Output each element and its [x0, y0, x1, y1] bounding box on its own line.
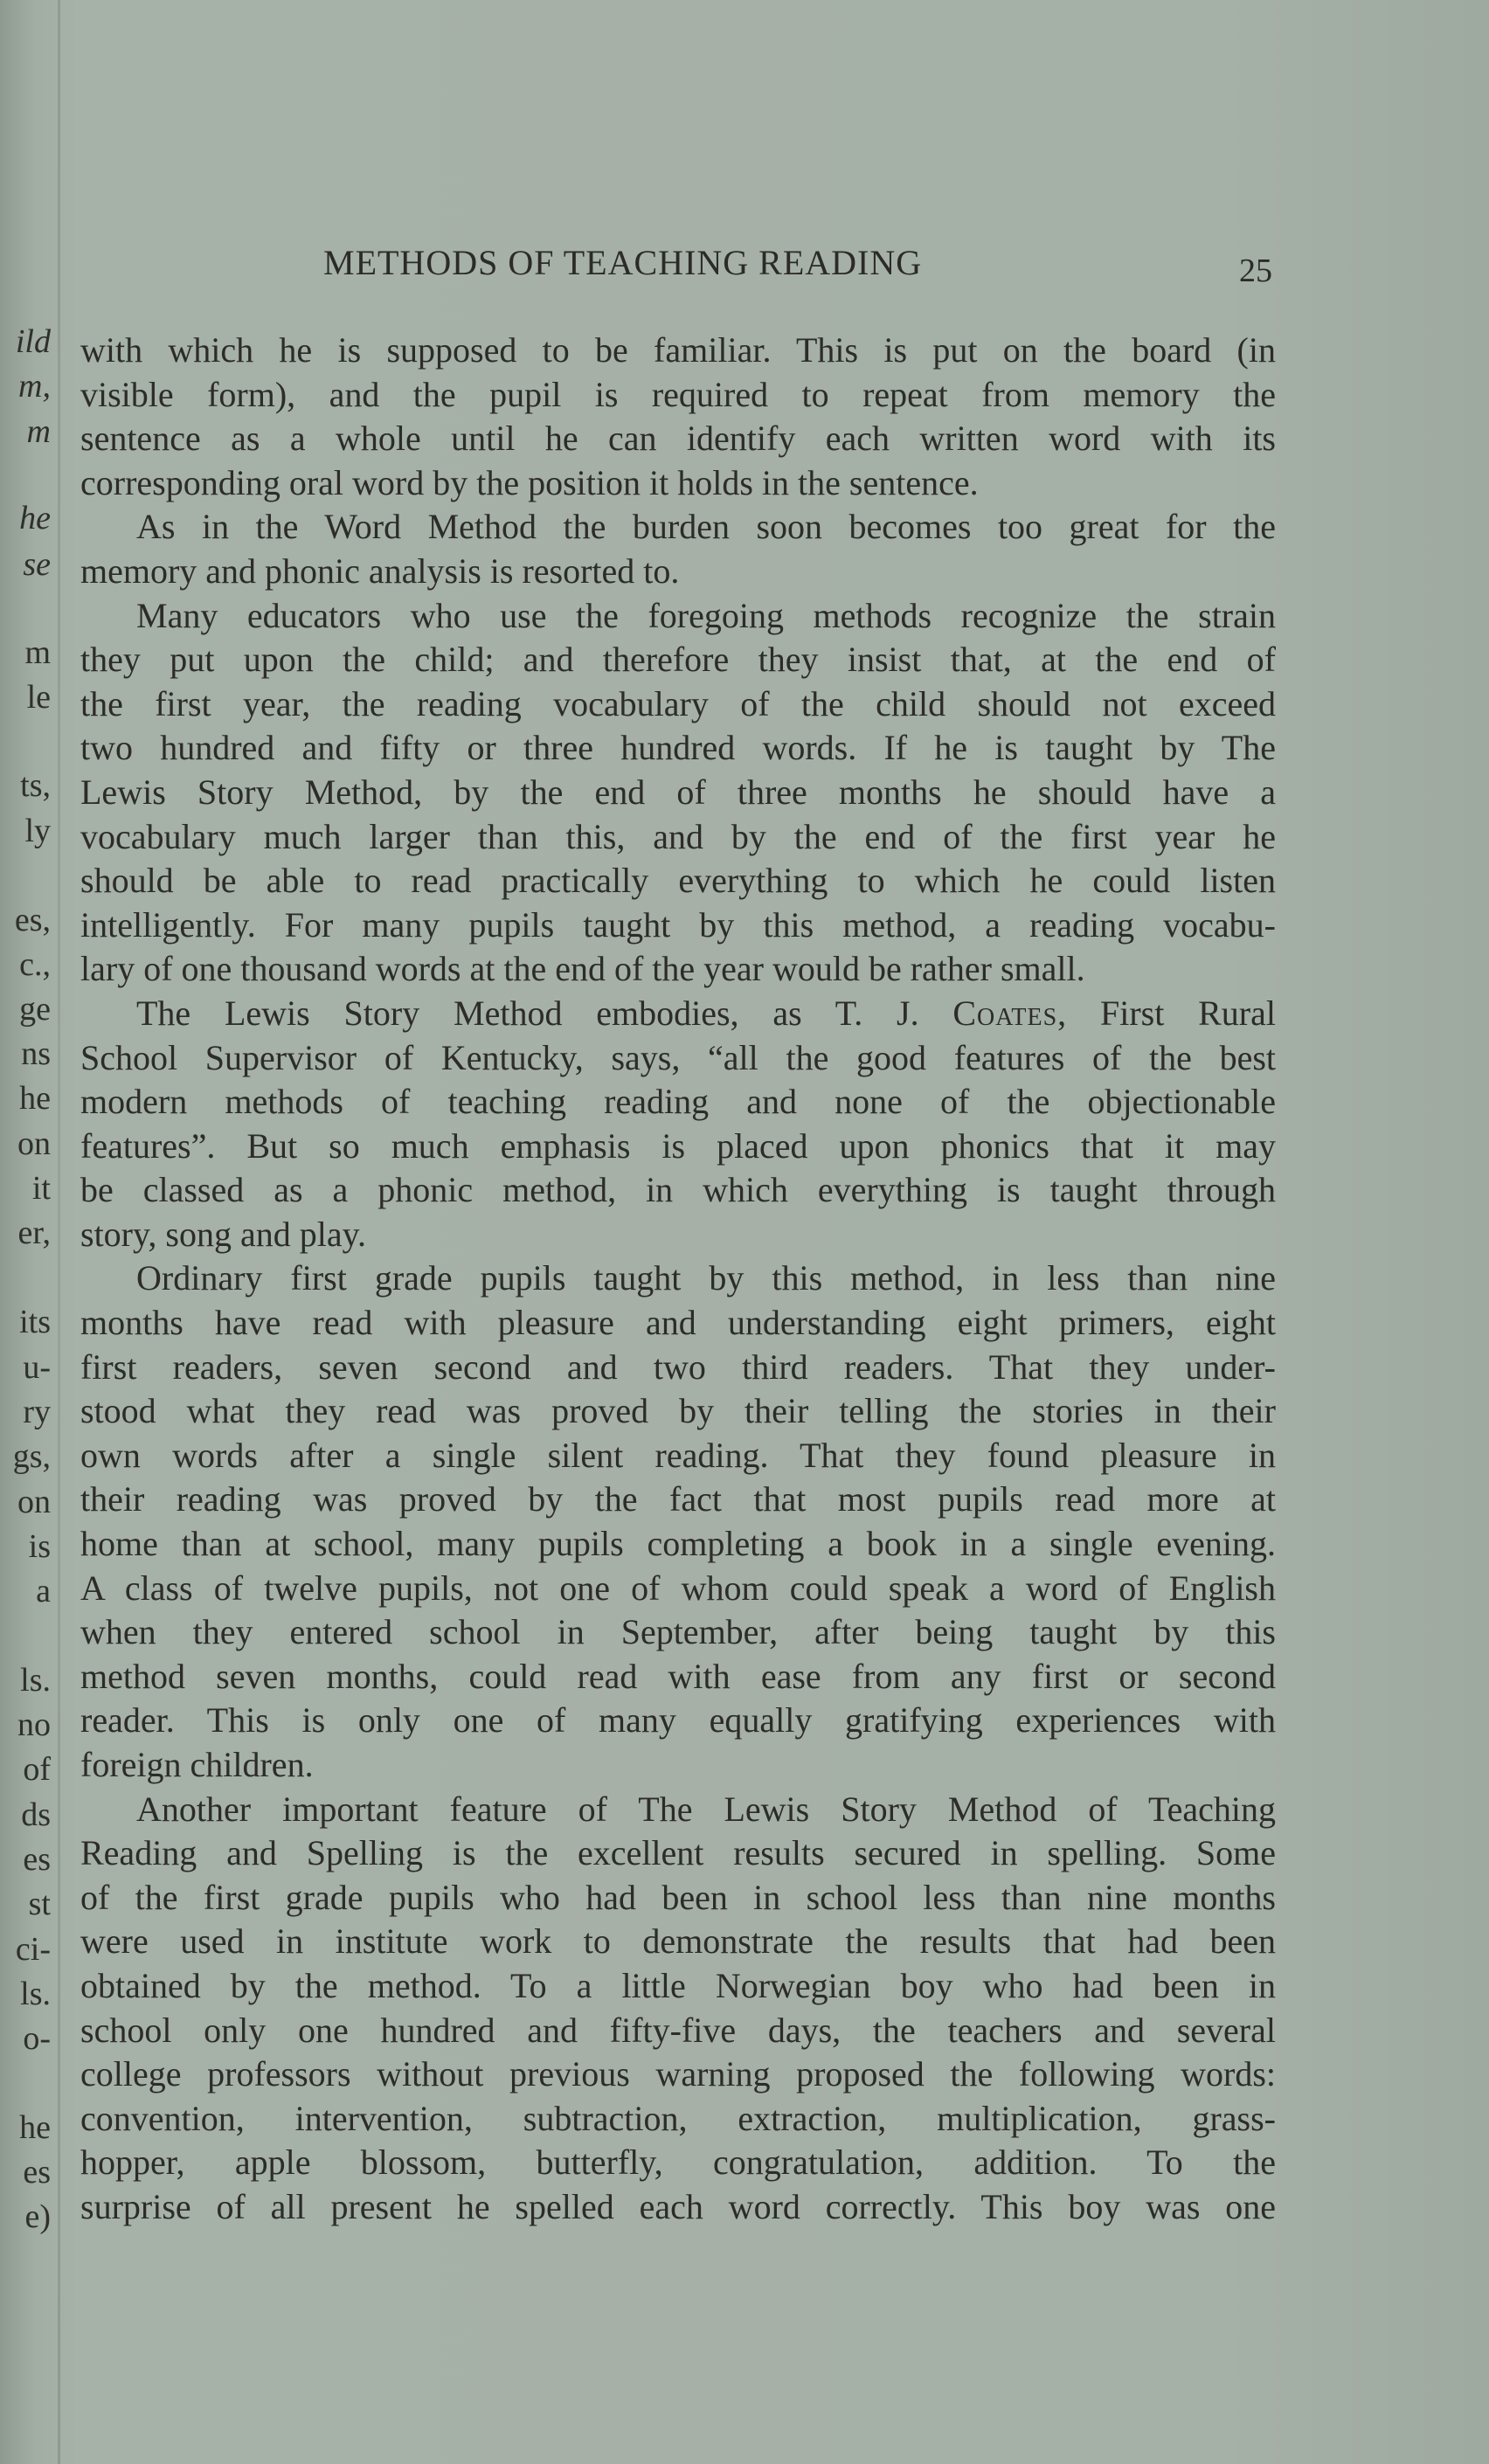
margin-fragment: ds — [21, 1796, 51, 1833]
margin-fragment: ild — [15, 323, 51, 360]
text-line: should be able to read practically everything to which he could listen — [80, 861, 1276, 901]
margin-fragment: m, — [18, 368, 51, 405]
text-line: their reading was proved by the fact that most pupils read more at — [80, 1479, 1276, 1519]
text-line: Another important feature of The Lewis Story Method of Teaching — [136, 1789, 1276, 1829]
text-line: the first year, the reading vocabulary of the child should not exceed — [80, 683, 1276, 723]
text-line: they put upon the child; and therefore they insist that, at the end of — [80, 640, 1276, 680]
text-line: Many educators who use the foregoing methods recognize the strain — [136, 595, 1276, 635]
page-number: 25 — [1239, 253, 1272, 289]
paragraph — [80, 594, 1276, 992]
text-line: visible form), and the pupil is required to repeat from memory the — [80, 374, 1276, 414]
text-line: vocabulary much larger than this, and by the end of the first year he — [80, 816, 1276, 856]
margin-fragment: m — [26, 413, 51, 450]
text-line: first readers, seven second and two third readers. That they under- — [80, 1346, 1276, 1387]
text-line: Ordinary first grade pupils taught by this method, in less than nine — [136, 1258, 1276, 1298]
text-line: convention, intervention, subtraction, extraction, multiplication, grass- — [80, 2098, 1276, 2138]
margin-fragment: ts, — [20, 767, 51, 804]
margin-fragment: on — [17, 1125, 51, 1162]
margin-fragment: he — [19, 500, 51, 536]
text-line: reader. This is only one of many equally gratifying experiences with — [80, 1700, 1276, 1741]
text-line: A class of twelve pupils, not one of whom could speak a word of English — [80, 1568, 1276, 1608]
margin-fragment: no — [17, 1706, 51, 1743]
margin-fragment: on — [17, 1484, 51, 1520]
text-line: of the first grade pupils who had been in school less than nine months — [80, 1877, 1276, 1917]
margin-fragment: it — [31, 1170, 51, 1207]
text-line: Lewis Story Method, by the end of three months he should have a — [80, 772, 1276, 812]
margin-fragment: le — [26, 679, 51, 716]
paragraph — [80, 505, 1276, 593]
text-line: modern methods of teaching reading and none of the objectionable — [80, 1082, 1276, 1122]
paragraph — [80, 1788, 1276, 2230]
text-line: own words after a single silent reading. That they found pleasure in — [80, 1435, 1276, 1475]
facing-page-fragments — [0, 0, 54, 2464]
margin-fragment: es — [23, 1841, 51, 1878]
margin-fragment: ci- — [15, 1931, 51, 1968]
text-line: story, song and play. — [80, 1214, 366, 1254]
margin-fragment: es — [23, 2154, 51, 2191]
text-line: months have read with pleasure and understanding eight primers, eight — [80, 1303, 1276, 1343]
text-line: sentence as a whole until he can identify each written word with its — [80, 419, 1276, 459]
text-run: , First Rural — [1057, 993, 1276, 1033]
paragraph — [80, 329, 1276, 505]
paragraph — [80, 992, 1276, 1257]
running-head: METHODS OF TEACHING READING — [323, 243, 923, 282]
margin-fragment: u- — [23, 1349, 51, 1386]
text-line: school only one hundred and fifty-five days, the teachers and several — [80, 2010, 1276, 2050]
text-line: two hundred and fifty or three hundred words. If he is taught by The — [80, 728, 1276, 768]
text-line: memory and phonic analysis is resorted to. — [80, 550, 680, 591]
text-line: with which he is supposed to be familiar. This is put on the board (in — [80, 330, 1276, 370]
margin-fragment: of — [23, 1751, 51, 1788]
text-line: foreign children. — [80, 1745, 314, 1784]
margin-fragment: ry — [23, 1394, 51, 1430]
text-line: intelligently. For many pupils taught by this method, a reading vocabu- — [80, 904, 1276, 945]
text-line: corresponding oral word by the position it holds in the sentence. — [80, 462, 979, 502]
margin-fragment: he — [19, 1080, 51, 1117]
paragraph — [80, 1256, 1276, 1787]
text-line: home than at school, many pupils completing a book in a single evening. — [80, 1524, 1276, 1564]
text-line: when they entered school in September, after being taught by this — [80, 1612, 1276, 1652]
text-line — [80, 992, 1276, 1036]
text-line: method seven months, could read with ease from any first or second — [80, 1656, 1276, 1696]
text-line: lary of one thousand words at the end of the year would be rather small. — [80, 949, 1085, 989]
margin-fragment: a — [36, 1573, 51, 1609]
margin-fragment: ls. — [20, 1976, 51, 2012]
text-line: School Supervisor of Kentucky, says, “all the good features of the best — [80, 1037, 1276, 1077]
text-line: stood what they read was proved by their telling the stories in their — [80, 1391, 1276, 1431]
text-run: The Lewis Story Method embodies, as T. J. — [136, 993, 953, 1033]
margin-fragment: se — [23, 546, 51, 583]
margin-fragment: is — [28, 1528, 51, 1565]
margin-fragment: ly — [24, 813, 51, 849]
gutter-shadow — [58, 0, 60, 2464]
margin-fragment: he — [19, 2109, 51, 2146]
margin-fragment: e) — [24, 2198, 51, 2235]
margin-fragment: m — [24, 634, 51, 671]
text-line: college professors without previous warning proposed the following words: — [80, 2054, 1276, 2094]
margin-fragment: ns — [21, 1035, 51, 1072]
body-text — [80, 329, 1276, 2230]
text-line: features”. But so much emphasis is placed upon phonics that it may — [80, 1125, 1276, 1166]
margin-fragment: c., — [19, 946, 51, 983]
text-line: were used in institute work to demonstrate the results that had been — [80, 1921, 1276, 1962]
text-line: be classed as a phonic method, in which everything is taught through — [80, 1170, 1276, 1210]
margin-fragment: its — [19, 1304, 51, 1340]
author-name: Coates — [952, 993, 1058, 1033]
margin-fragment: er, — [17, 1215, 51, 1251]
text-line: hopper, apple blossom, butterfly, congratulation, addition. To the — [80, 2142, 1276, 2183]
margin-fragment: es, — [14, 902, 51, 938]
text-line: As in the Word Method the burden soon becomes too great for the — [136, 507, 1276, 547]
margin-fragment: st — [28, 1886, 51, 1922]
text-line: Reading and Spelling is the excellent results secured in spelling. Some — [80, 1833, 1276, 1873]
text-line: obtained by the method. To a little Norwegian boy who had been in — [80, 1965, 1276, 2005]
margin-fragment: ge — [19, 991, 51, 1028]
margin-fragment: ls. — [20, 1662, 51, 1699]
margin-fragment: gs, — [12, 1438, 51, 1475]
text-line: surprise of all present he spelled each word correctly. This boy was one — [80, 2186, 1276, 2226]
margin-fragment: o- — [23, 2020, 51, 2057]
